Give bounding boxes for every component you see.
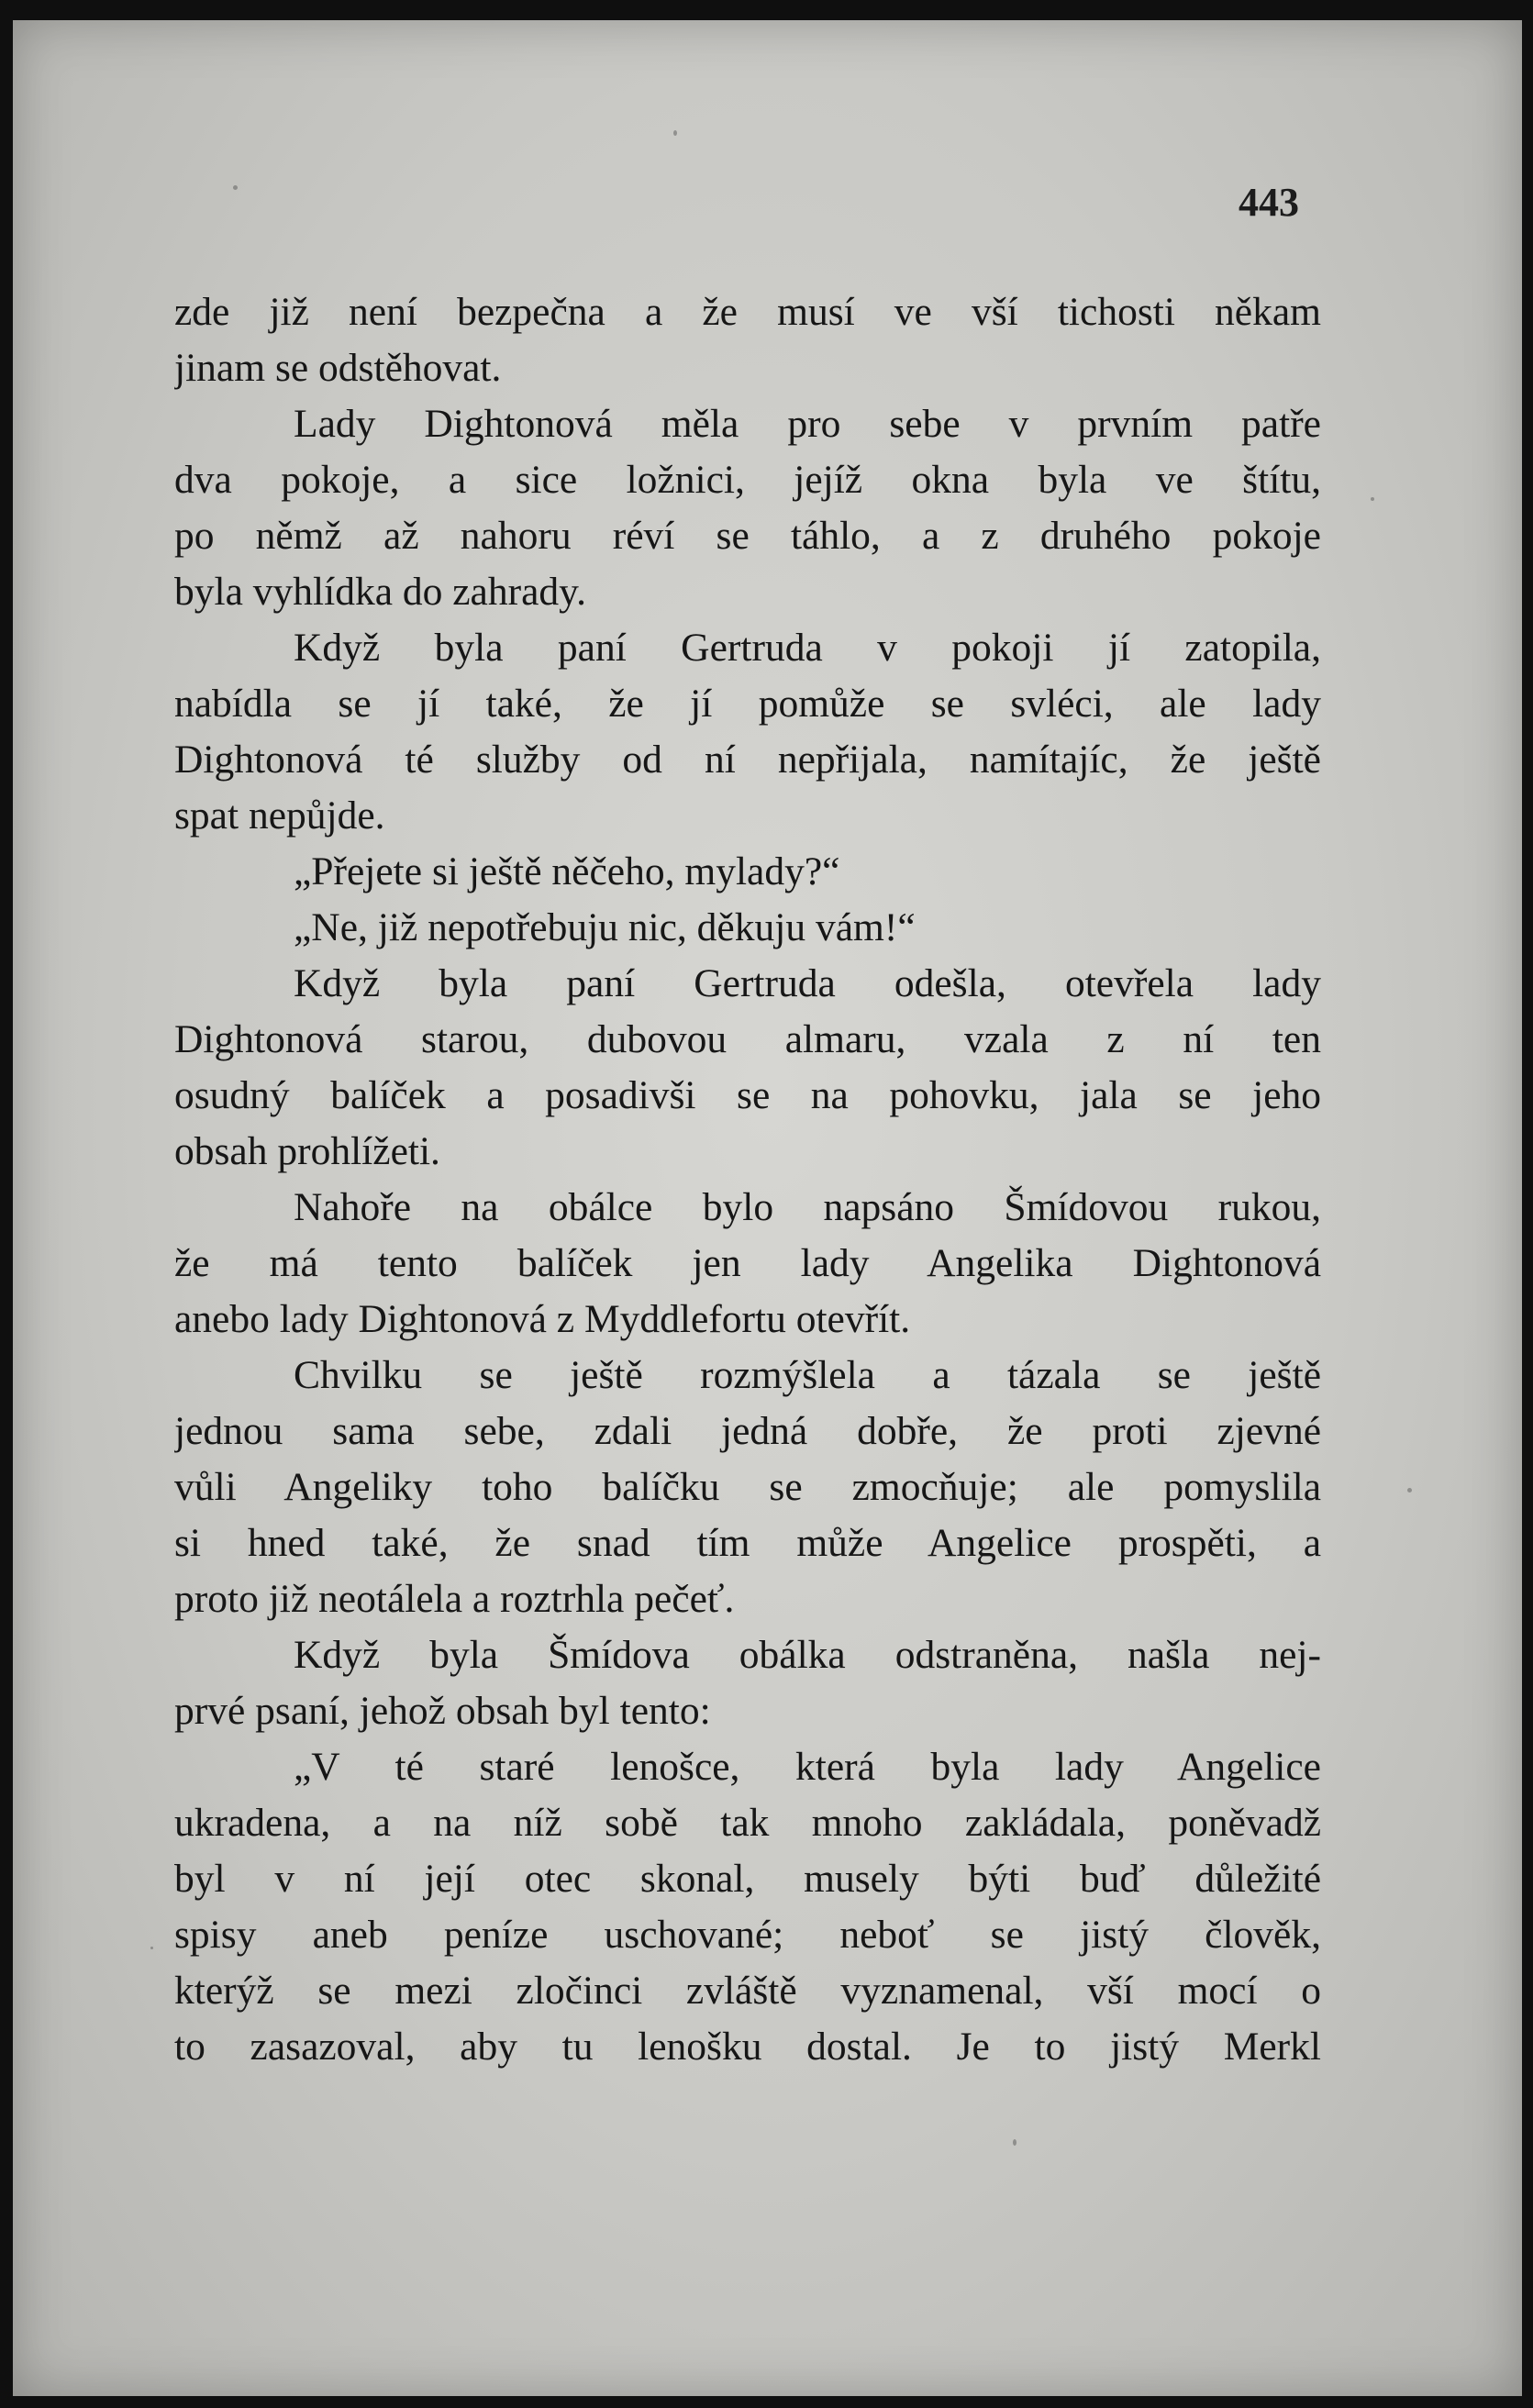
text-line: byl v ní její otec skonal, musely býti buď důležité — [174, 1857, 1321, 1901]
text-line: „V té staré lenošce, která byla lady Angelice — [294, 1745, 1321, 1789]
paper-speck — [150, 1947, 153, 1949]
text-line: jinam se odstěhovat. — [174, 346, 502, 390]
text-line: prvé psaní, jehož obsah byl tento: — [174, 1689, 711, 1733]
text-line: spat nepůjde. — [174, 793, 385, 838]
text-line: zde již není bezpečna a že musí ve vší tichosti někam — [174, 290, 1321, 334]
text-line: že má tento balíček jen lady Angelika Dightonová — [174, 1241, 1321, 1285]
text-line: vůli Angeliky toho balíčku se zmocňuje; ale pomyslila — [174, 1465, 1321, 1509]
text-line: anebo lady Dightonová z Myddlefortu otevřít. — [174, 1297, 911, 1341]
text-line: proto již neotálela a roztrhla pečeť. — [174, 1577, 735, 1621]
paper-speck — [673, 130, 677, 136]
text-line: nabídla se jí také, že jí pomůže se svléci, ale lady — [174, 682, 1321, 726]
text-line: obsah prohlížeti. — [174, 1129, 440, 1173]
page-number: 443 — [1239, 180, 1299, 225]
text-line: osudný balíček a posadivši se na pohovku, jala se jeho — [174, 1073, 1321, 1117]
paper-speck — [1371, 497, 1374, 501]
text-line: to zasazoval, aby tu lenošku dostal. Je to jistý Merkl — [174, 2025, 1321, 2069]
text-line: Když byla paní Gertruda odešla, otevřela lady — [294, 961, 1321, 1005]
text-line: Lady Dightonová měla pro sebe v prvním patře — [294, 402, 1321, 446]
text-line: jednou sama sebe, zdali jedná dobře, že proti zjevné — [174, 1409, 1321, 1453]
text-line: kterýž se mezi zločinci zvláště vyznamenal, vší mocí o — [174, 1969, 1321, 2013]
paper-speck — [1013, 2139, 1016, 2146]
text-line: „Přejete si ještě něčeho, mylady?“ — [294, 849, 840, 893]
text-line: ukradena, a na níž sobě tak mnoho zakládala, poněvadž — [174, 1801, 1321, 1845]
paper-speck — [1407, 1488, 1412, 1493]
text-line: Chvilku se ještě rozmýšlela a tázala se ještě — [294, 1353, 1321, 1397]
body-text — [174, 284, 1321, 2075]
text-line: Když byla paní Gertruda v pokoji jí zatopila, — [294, 626, 1321, 670]
text-line: dva pokoje, a sice ložnici, jejíž okna byla ve štítu, — [174, 458, 1321, 502]
text-line: „Ne, již nepotřebuju nic, děkuju vám!“ — [294, 905, 916, 949]
text-line: byla vyhlídka do zahrady. — [174, 570, 586, 614]
text-line: Dightonová starou, dubovou almaru, vzala z ní ten — [174, 1017, 1321, 1061]
text-line: Když byla Šmídova obálka odstraněna, našla nej- — [294, 1633, 1321, 1677]
text-line: po němž až nahoru réví se táhlo, a z druhého pokoje — [174, 514, 1321, 558]
text-line: Dightonová té služby od ní nepřijala, namítajíc, že ještě — [174, 738, 1321, 782]
text-line: si hned také, že snad tím může Angelice prospěti, a — [174, 1521, 1321, 1565]
text-line: Nahoře na obálce bylo napsáno Šmídovou rukou, — [294, 1185, 1321, 1229]
text-line: spisy aneb peníze uschované; neboť se jistý člověk, — [174, 1913, 1321, 1957]
paper-speck — [233, 185, 238, 190]
